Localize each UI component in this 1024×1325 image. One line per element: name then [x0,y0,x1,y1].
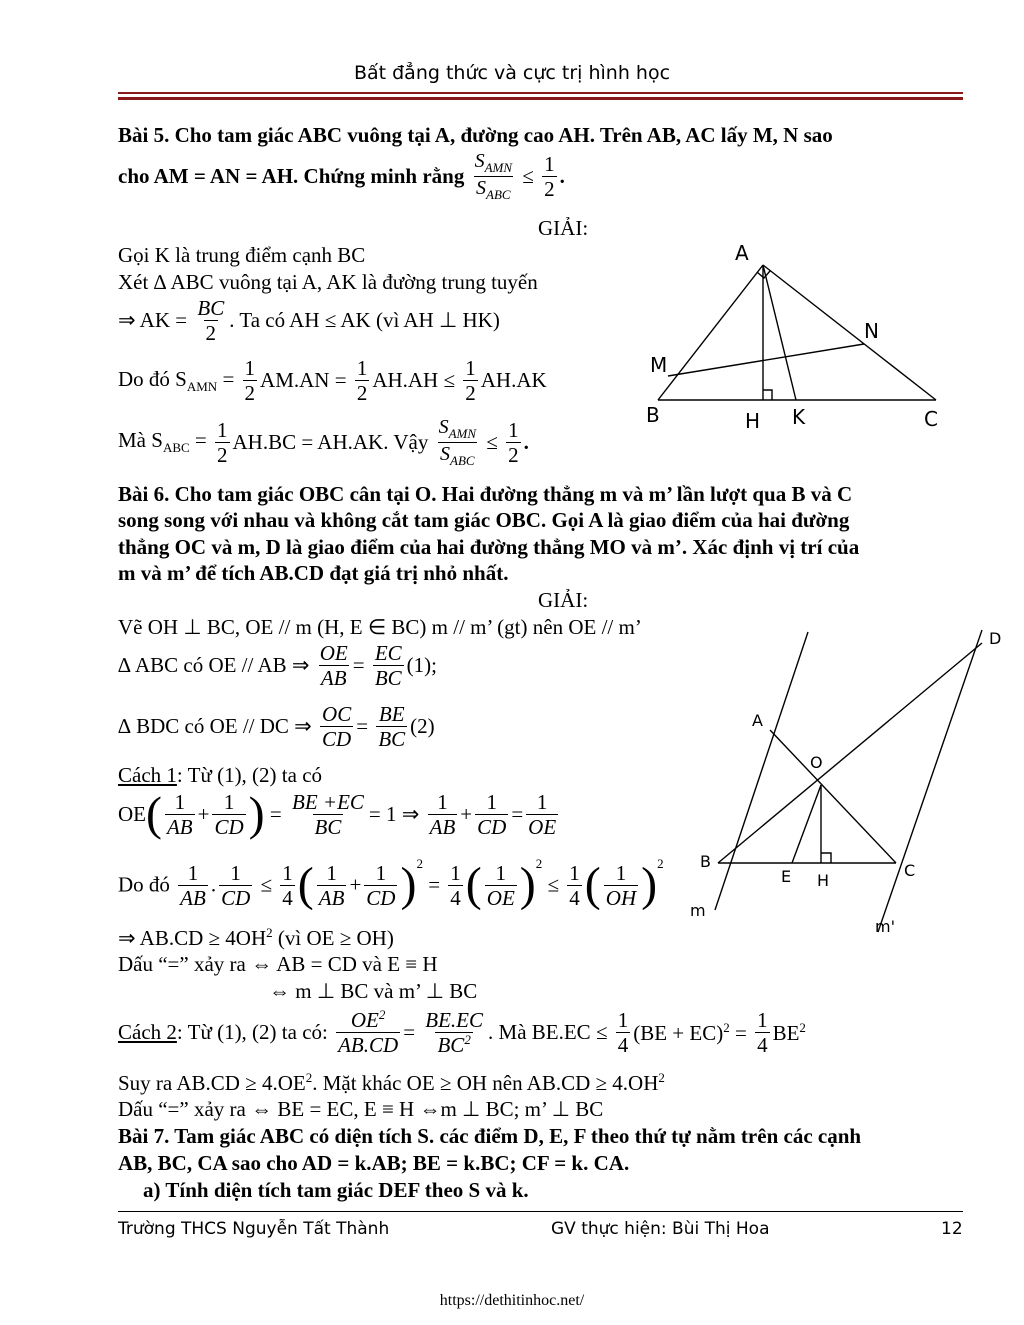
bai5-step5-c: AH.BC = AH.AK. Vậy [232,429,429,454]
triangle-obc-figure [690,620,1015,940]
bai5-step5-a: Mà S [118,428,163,453]
fraction-half: $\frac{1}{2}$ [244,356,256,406]
cach2-text: : Từ (1), (2) ta có: [176,1020,328,1045]
fig1-label-h: H [745,409,761,433]
bai5-step3-a: ⇒ AK = [118,308,188,333]
bai5-step4 [118,356,547,405]
cach1-label: Cách 1 [118,763,177,787]
leq-symbol: ≤ [522,163,534,188]
fraction-half: $\frac{1}{2}$ [508,417,519,467]
fig1-label-c: C [924,407,938,431]
fraction-1-oe: $\frac{1}{OE}$ [486,860,515,910]
footer-url: https://dethitinhoc.net/ [439,1292,585,1309]
bai5-title-line2: cho AM = AN = AH. Chứng minh rằng $\frac{S_{AMN}}{S_{ABC}}$ ≤ $\frac{1}{2}$ . [118,150,565,202]
fraction-oc-cd: $\frac{OC}{CD}$ [322,702,352,752]
fraction-samn-sabc: $\frac{S_{AMN}}{S_{ABC}}$ [438,416,477,468]
fraction-1-4: $\frac{1}{4}$ [569,860,580,910]
fraction-1-4: $\frac{1}{4}$ [757,1008,768,1058]
cach1-eq-tail: = 1 ⇒ [368,802,420,827]
header-rule-thick [118,97,963,100]
bai6-cach1-result: ⇒ $AB.CD \ge 4OH^2$ (vì OE ≥ OH) [118,925,394,950]
bai5-step4-d: AH.AH ≤ [372,368,455,393]
footer-rule [118,1211,963,1212]
bai5-step4-b: = [217,366,235,391]
cach2-label: Cách 2 [118,1020,177,1045]
bai5-step2: Xét ∆ ABC vuông tại A, AK là đường trung tuyến [118,270,538,294]
cach2-result-a: Suy ra AB.CD ≥ 4.OE [118,1071,306,1095]
fig1-label-n: N [864,319,879,343]
fraction-1-oe: $\frac{1}{OE}$ [528,790,557,840]
bai5-step4-c: AM.AN = [260,368,347,393]
fig2-label-e: E [781,867,792,886]
cach1-result-b: (vì OE ≥ OH) [272,926,394,950]
bai5-line2-text: cho AM = AN = AH. Chứng minh rằng [118,163,465,188]
fraction-half: $\frac{1}{2}$ [217,417,228,467]
fraction-1-cd: $\frac{1}{CD}$ [366,860,396,910]
fraction-oe-ab: $\frac{OE}{AB}$ [319,641,348,691]
fraction-1-ab: $\frac{1}{AB}$ [318,860,345,910]
bai6-title-line3: thẳng OC và m, D là giao điểm của hai đường thẳng MO và m’. Xác định vị trí của [118,535,860,559]
fig1-label-k: K [792,405,806,429]
bai5-title-line1: Bài 5. Cho tam giác ABC vuông tại A, đường cao AH. Trên AB, AC lấy M, N sao [118,123,833,147]
bai6-step2-b: (1); [406,653,437,678]
bai6-giai-label: GIẢI: [538,588,589,612]
bai5-giai-label: GIẢI: [538,216,589,240]
bai6-title-line4: m và m’ để tích AB.CD đạt giá trị nhỏ nhất. [118,561,509,585]
fraction-1-cd: $\frac{1}{CD}$ [214,790,244,840]
fraction-be-ec-bc: $\frac{BE +EC}{BC}$ [292,790,364,840]
bai6-step3: ∆ BDC có OE // DC ⇒ $\frac{OC}{CD}$ = $\frac{BE}{BC}$ (2) [118,702,435,752]
cach1-oe: OE [118,802,146,827]
bai6-cach1-ineq: Do đó $\frac{1}{AB}$ . $\frac{1}{CD}$ ≤ $\frac{1}{4}$ ( $\frac{1}{AB}$ + $\frac{1}{CD}$ )$^2$ = $\frac{1}{4}$ ( $\frac{1}{OE}$ )$^2$ ≤ $\frac{1}{4}$ ( $\frac{1}{OH}$ )$^2$ [118,856,664,912]
bai7-part-a: a) Tính diện tích tam giác DEF theo S và k. [143,1178,529,1202]
bai6-step3-b: (2) [410,714,435,739]
bai6-step1: Vẽ OH ⊥ BC, OE // m (H, E ∈ BC) m // m’ (gt) nên OE // m’ [118,615,642,639]
bai6-title-line1: Bài 6. Cho tam giác OBC cân tại O. Hai đường thẳng m và m’ lần lượt qua B và C [118,482,853,506]
fraction-ec-bc: $\frac{EC}{BC}$ [374,641,402,691]
bai5-step4-e: AH.AK [480,368,547,393]
fig2-label-m: m [690,901,706,920]
fraction-half: $\frac{1}{2}$ [544,151,555,201]
bai5-step3-b: . Ta có AH ≤ AK (vì AH ⊥ HK) [229,308,500,333]
bai5-step5: Mà $S_{ABC}$ = $\frac{1}{2}$ AH.BC = AH.AK. Vậy $\frac{S_{AMN}}{S_{ABC}}$ ≤ $\frac{1}{2}$ . [118,416,529,468]
fraction-1-cd: $\frac{1}{CD}$ [221,860,251,910]
bai5-step4-sub: AMN [186,378,218,394]
fraction-1-4: $\frac{1}{4}$ [282,860,293,910]
fraction-beec-bc2: $\frac{BE.EC}{BC^2}$ [425,1008,484,1058]
bai5-step5-b: = [189,428,207,453]
bai5-step3 [118,296,500,345]
fraction-1-oh: $\frac{1}{OH}$ [605,860,637,910]
bai5-step1: Gọi K là trung điểm cạnh BC [118,243,366,267]
triangle-abc-figure [638,240,958,435]
fraction-1-ab: $\frac{1}{AB}$ [166,790,193,840]
bai7-title-line2: AB, BC, CA sao cho AD = k.AB; BE = k.BC; CF = k. CA. [118,1151,630,1175]
bai6-cach2: Cách 2: Từ (1), (2) ta có: $\frac{OE^2}{AB.CD}$ = $\frac{BE.EC}{BC^2}$ . Mà BE.EC ≤ $\frac{1}{4}$ (BE + EC)$^2$ = $\frac{1}{4}$ $BE^2$ [118,1007,806,1058]
header-rule [118,92,963,94]
cach2-result-b: . Mặt khác OE ≥ OH nên AB.CD ≥ 4.OH [312,1071,659,1095]
fig2-label-o: O [810,753,823,772]
bai6-cach2-result: Suy ra $AB.CD \ge 4.OE^2$. Mặt khác OE ≥ OH nên $AB.CD \ge 4.OH^2$ [118,1070,665,1095]
cach1-do-do: Do đó [118,872,170,897]
cach2-be: BE [772,1020,800,1045]
footer-school: Trường THCS Nguyễn Tất Thành [118,1219,390,1239]
bai6-step3-a: ∆ BDC có OE // DC ⇒ [118,714,312,739]
bai6-cach1-eq: OE( $\frac{1}{AB}$ + $\frac{1}{CD}$ ) = $\frac{BE +EC}{BC}$ = 1 ⇒ $\frac{1}{AB}$ + $\frac{1}{CD}$ = $\frac{1}{OE}$ [118,787,557,841]
bai6-step2: ∆ ABC có OE // AB ⇒ $\frac{OE}{AB}$ = $\frac{EC}{BC}$ (1); [118,641,437,691]
cach2-eq: = [729,1020,747,1045]
fraction-samn-sabc: $\frac{S_{AMN}}{S_{ABC}}$ [474,150,513,202]
fraction-be-bc: $\frac{BE}{BC}$ [378,702,406,752]
bai6-cach1-heading [118,763,322,788]
bai7-title-line1: Bài 7. Tam giác ABC có diện tích S. các điểm D, E, F theo thứ tự nằm trên các cạnh [118,1124,862,1148]
page-header-title: Bất đẳng thức và cực trị hình học [353,62,671,84]
cach1-result-a: ⇒ AB.CD ≥ 4OH [118,926,267,950]
bai6-title-line2: song song với nhau và không cắt tam giác OBC. Gọi A là giao điểm của hai đường [118,508,850,532]
bai6-cach2-equality: Dấu “=” xảy ra ⇔ BE = EC, E ≡ H ⇔m ⊥ BC; m’ ⊥ BC [118,1097,604,1121]
fig2-label-h: H [817,871,830,890]
bai6-cach1-equality: Dấu “=” xảy ra ⇔ AB = CD và E ≡ H [118,952,438,976]
fraction-half: $\frac{1}{2}$ [465,356,476,406]
bai5-step5-sub: ABC [162,440,190,456]
fig2-label-a: A [752,711,763,730]
fraction-1-4: $\frac{1}{4}$ [617,1008,629,1058]
footer-page-number: 12 [941,1219,963,1239]
fig1-label-m: M [650,353,668,377]
fig1-label-b: B [646,403,660,427]
cach2-sum: (BE + EC) [633,1020,724,1045]
fig2-label-mprime: m' [875,917,895,936]
fraction-half: $\frac{1}{2}$ [356,356,368,406]
fraction-1-ab: $\frac{1}{AB}$ [429,790,456,840]
fig1-label-a: A [735,241,749,265]
bai6-step2-a: ∆ ABC có OE // AB ⇒ [118,653,310,678]
cach2-ma: . Mà BE.EC ≤ [488,1020,608,1045]
fraction-oe2-abcd: $\frac{OE^2}{AB.CD}$ [338,1007,399,1058]
fraction-1-4: $\frac{1}{4}$ [450,860,461,910]
bai6-cach1-equality2: ⇔ m ⊥ BC và m’ ⊥ BC [269,979,478,1003]
cach1-text: : Từ (1), (2) ta có [176,763,323,787]
fig2-label-c: C [904,861,916,880]
fig2-label-b: B [700,852,711,871]
footer-teacher: GV thực hiện: Bùi Thị Hoa [551,1219,770,1239]
fig2-label-d: D [989,629,1002,648]
fraction-1-ab: $\frac{1}{AB}$ [180,860,206,910]
fraction-bc-2: $\frac{BC}{2}$ [197,296,225,346]
fraction-1-cd: $\frac{1}{CD}$ [477,790,507,840]
bai5-step4-a: Do đó S [118,366,187,391]
